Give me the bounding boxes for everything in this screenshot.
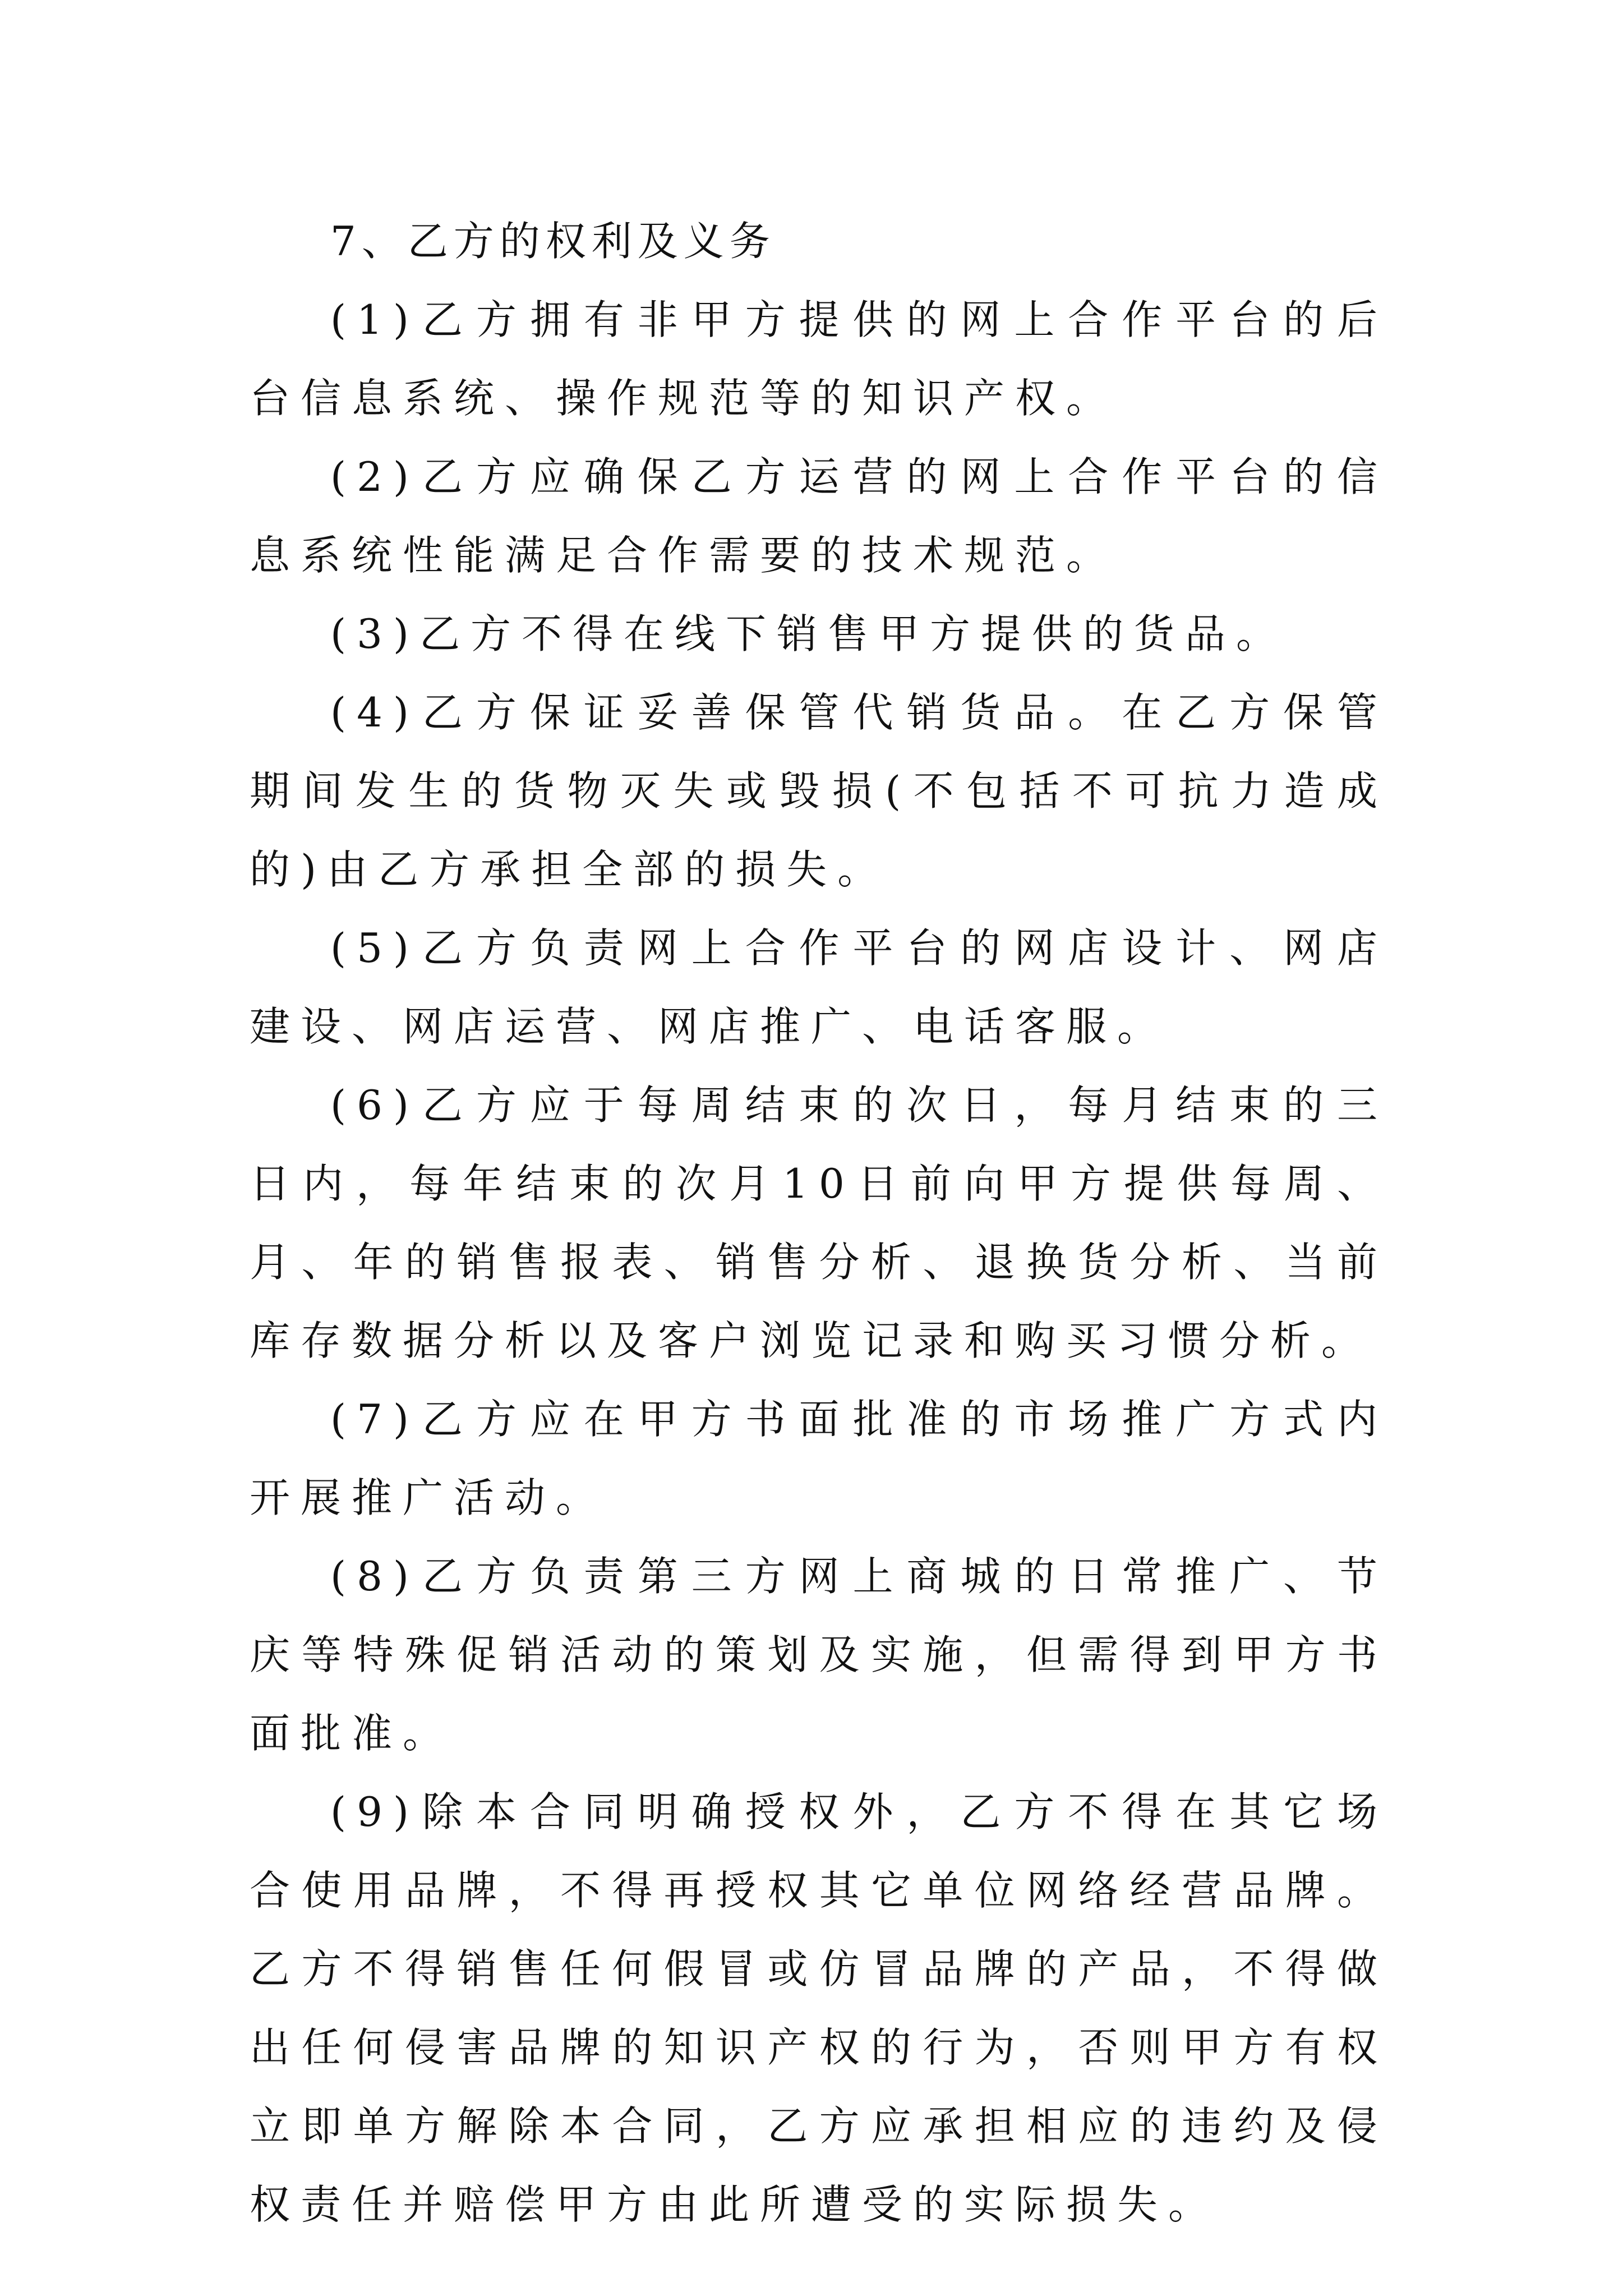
document-body [250,202,1388,2244]
clause-8: (8)乙方负责第三方网上商城的日常推广、节庆等特殊促销活动的策划及实施，但需得到甲方书面批准。 [250,1553,1388,1757]
clause-7: (7)乙方应在甲方书面批准的市场推广方式内开展推广活动。 [250,1396,1388,1521]
clause-4: (4)乙方保证妥善保管代销货品。在乙方保管期间发生的货物灭失或毁损(不包括不可抗力造成的)由乙方承担全部的损失。 [250,689,1388,893]
clause-9: (9)除本合同明确授权外，乙方不得在其它场合使用品牌，不得再授权其它单位网络经营品牌。乙方不得销售任何假冒或仿冒品牌的产品，不得做出任何侵害品牌的知识产权的行为，否则甲方有权立即单方解除本合同，乙方应承担相应的违约及侵权责任并赔偿甲方由此所遭受的实际损失。 [250,1788,1388,2228]
clause-3: (3)乙方不得在线下销售甲方提供的货品。 [330,610,1287,657]
section-heading: 7、乙方的权利及义务 [330,218,776,265]
clause-2: (2)乙方应确保乙方运营的网上合作平台的信息系统性能满足合作需要的技术规范。 [250,453,1388,579]
clause-5: (5)乙方负责网上合作平台的网店设计、网店建设、网店运营、网店推广、电话客服。 [250,924,1388,1050]
clause-6: (6)乙方应于每周结束的次日，每月结束的三日内，每年结束的次月10日前向甲方提供每周、月、年的销售报表、销售分析、退换货分析、当前库存数据分析以及客户浏览记录和购买习惯分析。 [250,1082,1388,1364]
clause-1: (1)乙方拥有非甲方提供的网上合作平台的后台信息系统、操作规范等的知识产权。 [250,296,1388,422]
